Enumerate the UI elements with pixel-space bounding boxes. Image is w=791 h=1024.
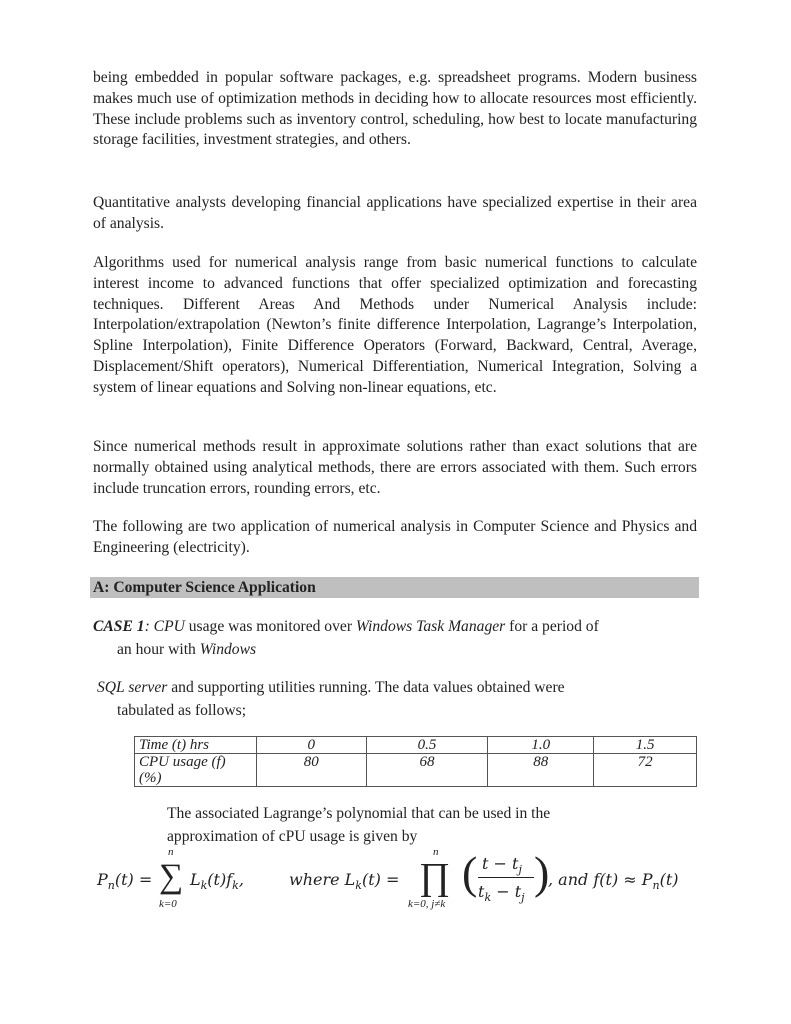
time-cell: 0 (256, 737, 366, 754)
sum-lower-limit: k=0 (159, 898, 177, 910)
case-text-1: usage was monitored over (184, 618, 356, 635)
case-intro-line3 (97, 677, 697, 699)
usage-cell: 88 (488, 754, 594, 787)
formula-term: $L_k(t)f_k$, (190, 870, 244, 893)
lagrange-formula (0, 840, 791, 920)
product-upper-limit: n (433, 846, 439, 858)
sum-upper-limit: n (168, 846, 174, 858)
sum-symbol: ∑ (159, 858, 184, 895)
case-text-4: and supporting utilities running. The data values obtained were (167, 679, 565, 696)
paragraph-optimization: being embedded in popular software packages, e.g. spreadsheet programs. Modern business makes much use of optimization methods in deciding how to allocate resources most efficiently. These include problems such as inventory control, scheduling, how best to locate manufacturing storage facilities, investment strategies, and others. (93, 69, 697, 149)
paragraph-errors: Since numerical methods result in approximate solutions rather than exact solutions that are normally obtained using analytical methods, there are errors associated with them. Such errors include truncation errors, rounding errors, etc. (93, 438, 697, 497)
usage-cell: 72 (594, 754, 697, 787)
usage-cell: 80 (256, 754, 366, 787)
paragraph-quant-analysts: Quantitative analysts developing financial applications have specialized expertise in their area of analysis. (93, 194, 697, 232)
case-text-2: for a period of (505, 618, 599, 635)
section-heading: A: Computer Science Application (90, 577, 699, 598)
case-intro-line2 (93, 639, 717, 661)
formula-lhs: $P_n(t)$ = (97, 870, 153, 893)
polynomial-text-1: The associated Lagrange’s polynomial that can be used in the (167, 805, 551, 822)
time-header-cell: Time (t) hrs (135, 737, 257, 754)
table-row (135, 737, 697, 754)
polynomial-text-2: approximation of cPU usage is given by (167, 828, 418, 845)
task-manager-term: Windows Task Manager (355, 618, 506, 635)
usage-label: CPU usage (f) (139, 754, 226, 770)
fraction-bar (478, 877, 534, 878)
product-symbol: ∏ (419, 856, 451, 898)
case-intro-line1: CASE 1: CPU usage was monitored over Windows Task Manager for a period of (93, 618, 599, 635)
cpu-usage-table (134, 736, 697, 787)
cpu-term: CPU (153, 618, 185, 635)
fraction-numerator: $t - t_j$ (482, 854, 522, 877)
paragraph-algorithms: Algorithms used for numerical analysis range from basic numerical functions to calculate interest income to advanced functions that offer specialized optimization and forecasting techniques. Different Areas And Methods under Numerical Analysis include: Interpolation/extrapolation (Newton’s finite difference Interpolation, Lagrange’s Interpolation, Spline Interpolation), Finite Difference Operators (Forward, Backward, Central, Average, Displacement/Shift operators), Numerical Differentiation, Numerical Integration, Solving a system of linear equations and Solving non-linear equations, etc. (93, 254, 697, 396)
usage-unit: (%) (139, 770, 162, 786)
time-cell: 1.5 (594, 737, 697, 754)
case-label: CASE 1 (93, 618, 145, 635)
fraction-denominator: $t_k - t_j$ (478, 882, 525, 905)
left-paren: ( (462, 847, 478, 898)
formula-approximation: , and $f(t) \approx P_n(t)$ (548, 870, 679, 893)
product-lower-limit: k=0, j≠k (408, 898, 446, 910)
formula-where: where $L_k(t)$ = (289, 870, 400, 893)
paragraph-applications: The following are two application of numerical analysis in Computer Science and Physics and Engineering (electricity). (93, 518, 697, 556)
time-cell: 0.5 (366, 737, 488, 754)
right-paren: ) (534, 847, 550, 898)
usage-header-cell (135, 754, 257, 787)
sql-server-term: SQL server (97, 679, 168, 696)
case-intro-line4: tabulated as follows; (117, 702, 247, 719)
case-text-3: an hour with (117, 641, 200, 658)
usage-cell: 68 (366, 754, 488, 787)
table-row (135, 754, 697, 787)
time-cell: 1.0 (488, 737, 594, 754)
windows-term: Windows (199, 641, 257, 658)
